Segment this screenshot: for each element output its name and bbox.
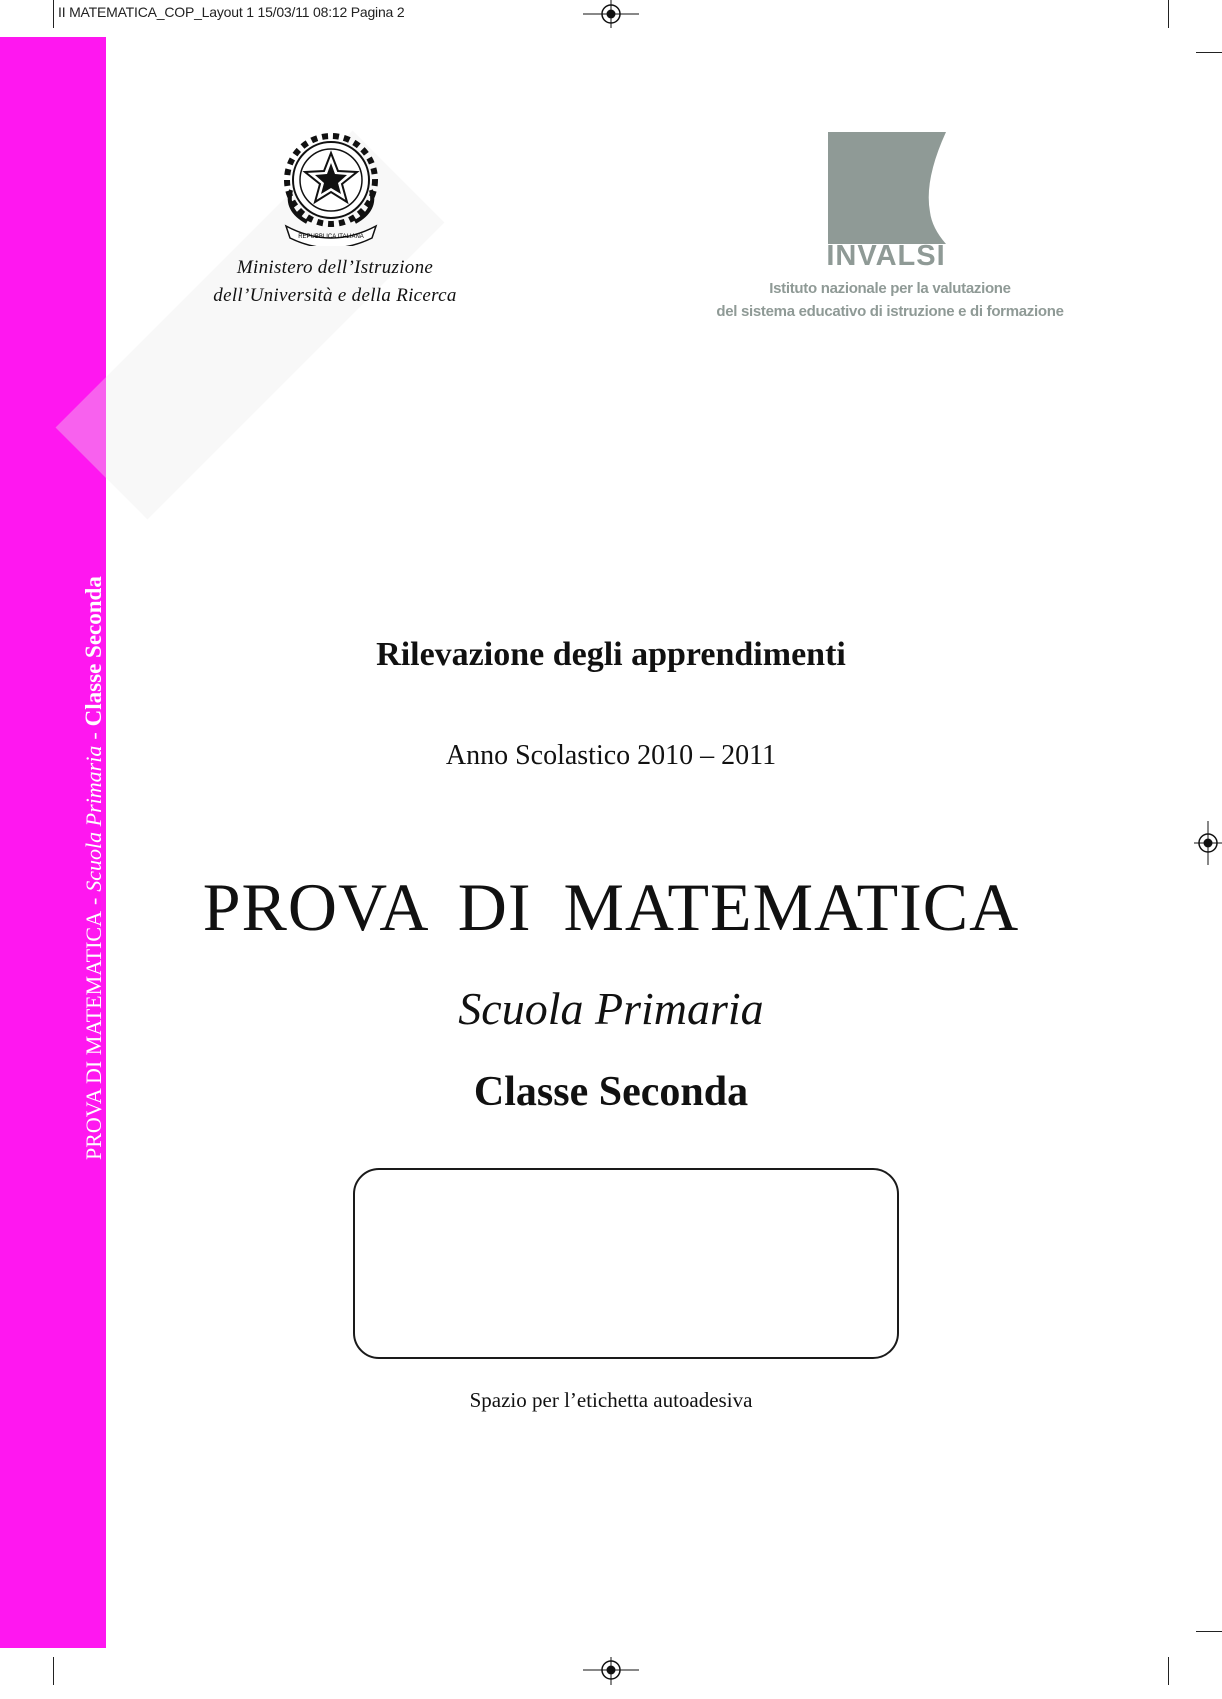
crop-mark-bottom-right — [1168, 1657, 1169, 1685]
crop-mark-right-bottom — [1196, 1631, 1222, 1632]
ministry-line-1: Ministero dell’Istruzione — [236, 257, 434, 278]
ministry-line-2: dell’Università e della Ricerca — [213, 285, 457, 306]
crop-mark-right-top — [1196, 52, 1222, 53]
spine-separator: - — [81, 732, 106, 740]
crop-mark-top-left — [53, 0, 54, 28]
invalsi-logo-icon — [828, 132, 946, 244]
spine-text — [81, 576, 107, 1160]
main-title: PROVA DI MATEMATICA — [202, 869, 1020, 945]
print-slug: II MATEMATICA_COP_Layout 1 15/03/11 08:12 Pagina 2 — [58, 4, 405, 20]
sticker-label-box — [353, 1168, 899, 1359]
crop-mark-bottom-left — [53, 1657, 54, 1685]
spine-school-level: Scuola Primaria — [81, 745, 106, 892]
spine-title: PROVA DI MATEMATICA — [81, 911, 106, 1160]
spine-class-level: Classe Seconda — [81, 576, 106, 727]
republic-emblem-icon — [280, 130, 382, 246]
registration-mark-right — [1180, 815, 1222, 871]
watermark — [56, 131, 445, 520]
school-level: Scuola Primaria — [458, 983, 764, 1034]
emblem-ribbon-text: REPUBBLICA ITALIANA — [298, 234, 364, 240]
registration-mark-bottom — [583, 1643, 639, 1699]
crop-mark-top-right — [1168, 0, 1169, 28]
invalsi-desc-line-2: del sistema educativo di istruzione e di formazione — [716, 303, 1064, 320]
school-year: Anno Scolastico 2010 – 2011 — [445, 740, 777, 771]
class-level: Classe Seconda — [473, 1069, 749, 1115]
invalsi-wordmark: INVALSI — [826, 240, 946, 272]
sticker-label-caption: Spazio per l’etichetta autoadesiva — [469, 1388, 753, 1412]
invalsi-desc-line-1: Istituto nazionale per la valutazione — [769, 280, 1011, 297]
spine-separator: - — [81, 897, 106, 906]
survey-title: Rilevazione degli apprendimenti — [376, 636, 846, 673]
invalsi-description — [700, 277, 1080, 323]
ministry-name — [190, 254, 480, 310]
registration-mark-top — [583, 0, 639, 56]
